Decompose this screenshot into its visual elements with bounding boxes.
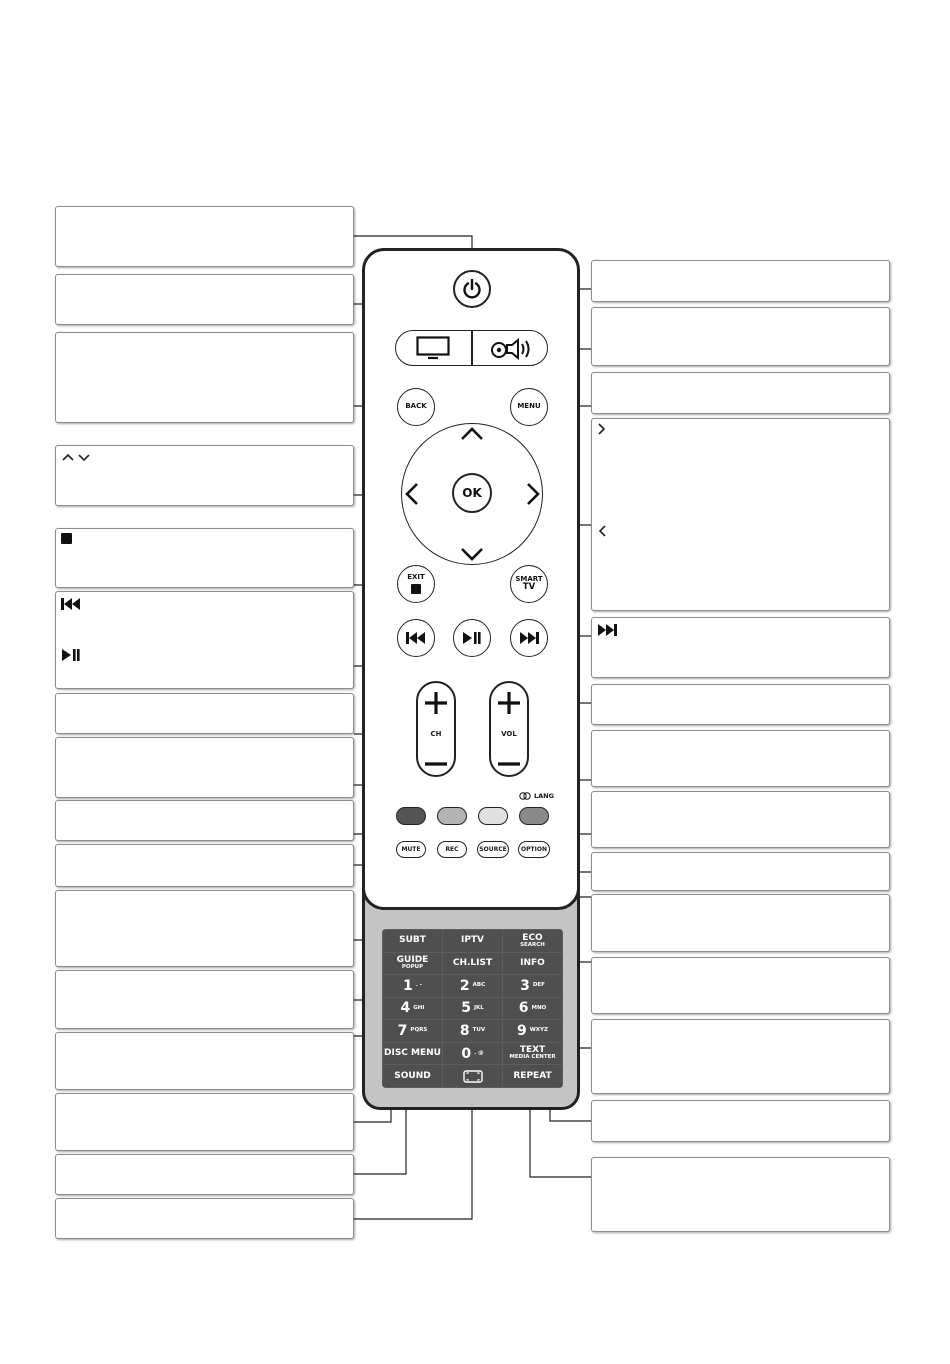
- power-button[interactable]: [453, 270, 491, 308]
- callout-box-tv-mode: [55, 274, 354, 325]
- ch-label: CH: [430, 730, 442, 738]
- up-down-arrows-icon: [61, 450, 91, 464]
- callout-box-aspect: [55, 1198, 354, 1239]
- digit-3: 3: [520, 977, 530, 994]
- number-key-0[interactable]: [443, 1043, 502, 1065]
- rec-button[interactable]: [437, 841, 467, 858]
- mute-button[interactable]: [396, 841, 426, 858]
- digit-5: 5: [461, 1000, 471, 1017]
- smart-label: SMART: [515, 574, 543, 583]
- blue-button[interactable]: [519, 807, 549, 825]
- info-label: INFO: [520, 957, 545, 968]
- digit-2: 2: [459, 977, 470, 994]
- back-label: BACK: [405, 402, 427, 411]
- next-track-icon: [597, 623, 617, 637]
- lang-caption: [519, 792, 554, 800]
- callout-box-text: [591, 1019, 890, 1094]
- menu-label: MENU: [517, 402, 541, 411]
- disc-menu-key[interactable]: [383, 1043, 442, 1065]
- nav-up-button[interactable]: [459, 426, 485, 442]
- callout-box-navigation-ok: [591, 418, 890, 611]
- callout-box-exit-stop: [55, 528, 354, 588]
- letters-8: TUV: [472, 1027, 486, 1034]
- guide-label: GUIDE: [396, 955, 429, 966]
- previous-track-icon: [61, 597, 81, 611]
- callout-box-option: [591, 852, 890, 891]
- left-arrow-icon: [597, 524, 607, 538]
- sound-label: SOUND: [394, 1070, 431, 1081]
- callout-box-power: [591, 260, 890, 302]
- number-key-9[interactable]: [503, 1020, 562, 1042]
- callout-box-number-keys: [55, 1032, 354, 1090]
- tv-label: TV: [522, 582, 536, 593]
- lang-label: LANG: [534, 792, 554, 800]
- nav-left-button[interactable]: [404, 481, 420, 507]
- digit-0: 0: [461, 1045, 472, 1062]
- letters-2: ABC: [472, 982, 486, 989]
- iptv-label: IPTV: [460, 935, 485, 946]
- callout-box-volume: [591, 684, 890, 725]
- tv-screen-icon: [416, 336, 450, 360]
- callout-box-info: [591, 957, 890, 1014]
- callout-box-repeat: [591, 1157, 890, 1232]
- next-button[interactable]: [510, 619, 548, 657]
- source-label: SOURCE: [479, 846, 507, 853]
- aspect-ratio-icon: [463, 1070, 483, 1083]
- callout-box-prev-playpause: [55, 591, 354, 689]
- digit-4: 4: [400, 1000, 411, 1017]
- subt-key[interactable]: [383, 930, 442, 952]
- text-sublabel: MEDIA CENTER: [509, 1054, 556, 1061]
- chlist-key[interactable]: [443, 953, 502, 975]
- number-key-1[interactable]: [383, 975, 442, 997]
- split-divider: [471, 331, 473, 365]
- aspect-key[interactable]: [443, 1065, 502, 1087]
- callout-box-standby: [55, 206, 354, 267]
- mute-label: MUTE: [401, 846, 421, 853]
- number-key-8[interactable]: [443, 1020, 502, 1042]
- callout-box-mute: [55, 844, 354, 887]
- channel-rocker[interactable]: [416, 681, 456, 777]
- callout-box-back: [55, 332, 354, 423]
- rec-label: REC: [445, 846, 459, 853]
- iptv-key[interactable]: [443, 930, 502, 952]
- smart-tv-button[interactable]: [510, 565, 548, 603]
- eco-key[interactable]: [503, 930, 562, 952]
- number-key-5[interactable]: [443, 998, 502, 1020]
- exit-label: EXIT: [407, 573, 425, 582]
- callout-box-audio-mode: [591, 307, 890, 366]
- callout-box-sound: [55, 1154, 354, 1195]
- ok-label: OK: [462, 485, 482, 500]
- option-button[interactable]: [518, 841, 550, 858]
- letters-1: . -: [415, 982, 423, 989]
- minus-icon: [497, 761, 521, 767]
- letters-6: MNO: [531, 1004, 547, 1011]
- next-track-icon: [519, 631, 539, 645]
- power-icon: [461, 278, 483, 300]
- callout-box-yellow-button: [591, 730, 890, 787]
- callout-box-eco: [591, 1100, 890, 1142]
- source-button[interactable]: [477, 841, 509, 858]
- repeat-label: REPEAT: [513, 1070, 552, 1081]
- callout-box-blue-lang: [591, 791, 890, 848]
- plus-icon: [497, 691, 521, 715]
- dual-audio-icon: [519, 792, 531, 800]
- volume-rocker[interactable]: [489, 681, 529, 777]
- sound-key[interactable]: [383, 1065, 442, 1087]
- number-key-4[interactable]: [383, 998, 442, 1020]
- number-key-6[interactable]: [503, 998, 562, 1020]
- play-pause-icon: [61, 648, 81, 662]
- number-key-3[interactable]: [503, 975, 562, 997]
- stop-icon: [411, 584, 421, 594]
- digit-9: 9: [516, 1023, 527, 1040]
- callout-box-red-button: [55, 800, 354, 841]
- yellow-button[interactable]: [478, 807, 508, 825]
- callout-box-source: [591, 894, 890, 952]
- callout-box-guide: [55, 970, 354, 1029]
- eco-sublabel: SEARCH: [520, 941, 545, 948]
- nav-right-button[interactable]: [525, 481, 541, 507]
- guide-sublabel: POPUP: [401, 964, 424, 971]
- ok-button[interactable]: [452, 473, 492, 513]
- chlist-label: CH.LIST: [452, 957, 493, 968]
- exit-stop-button[interactable]: [397, 565, 435, 603]
- back-button[interactable]: [397, 388, 435, 426]
- callout-box-disc-menu: [55, 1093, 354, 1151]
- menu-button[interactable]: [510, 388, 548, 426]
- number-key-7[interactable]: [383, 1020, 442, 1042]
- digit-8: 8: [459, 1023, 470, 1040]
- callout-box-subtitle: [55, 890, 354, 967]
- info-key[interactable]: [503, 953, 562, 975]
- right-arrow-icon: [597, 422, 607, 436]
- callout-box-channel: [55, 693, 354, 734]
- play-pause-button[interactable]: [453, 619, 491, 657]
- previous-track-icon: [406, 631, 426, 645]
- keypad: [382, 929, 563, 1088]
- digit-7: 7: [397, 1023, 408, 1040]
- letters-3: DEF: [532, 982, 545, 989]
- repeat-key[interactable]: [503, 1065, 562, 1087]
- green-button[interactable]: [437, 807, 467, 825]
- eco-label: ECO: [522, 932, 543, 943]
- callout-box-green-button: [55, 737, 354, 798]
- subt-label: SUBT: [399, 935, 426, 946]
- audio-source-icon: [490, 335, 534, 361]
- digit-1: 1: [402, 977, 413, 994]
- callout-box-menu: [591, 372, 890, 414]
- option-label: OPTION: [521, 846, 547, 853]
- minus-icon: [424, 761, 448, 767]
- guide-key[interactable]: [383, 953, 442, 975]
- previous-button[interactable]: [397, 619, 435, 657]
- tv-audio-mode-button[interactable]: [395, 330, 548, 366]
- letters-7: PQRS: [410, 1027, 428, 1034]
- text-key[interactable]: [503, 1043, 562, 1065]
- red-button[interactable]: [396, 807, 426, 825]
- disc-menu-label: DISC MENU: [384, 1048, 441, 1059]
- text-label: TEXT: [519, 1045, 546, 1056]
- letters-4: GHI: [413, 1004, 425, 1011]
- letters-0: . @: [474, 1049, 484, 1056]
- play-pause-icon: [462, 631, 482, 645]
- callout-box-navigation-updown: [55, 445, 354, 506]
- callout-box-next: [591, 617, 890, 678]
- letters-5: JKL: [473, 1004, 484, 1011]
- digit-6: 6: [518, 1000, 529, 1017]
- stop-icon: [61, 533, 73, 545]
- letters-9: WXYZ: [529, 1027, 549, 1034]
- plus-icon: [424, 691, 448, 715]
- vol-label: VOL: [501, 730, 517, 738]
- nav-down-button[interactable]: [459, 546, 485, 562]
- number-key-2[interactable]: [443, 975, 502, 997]
